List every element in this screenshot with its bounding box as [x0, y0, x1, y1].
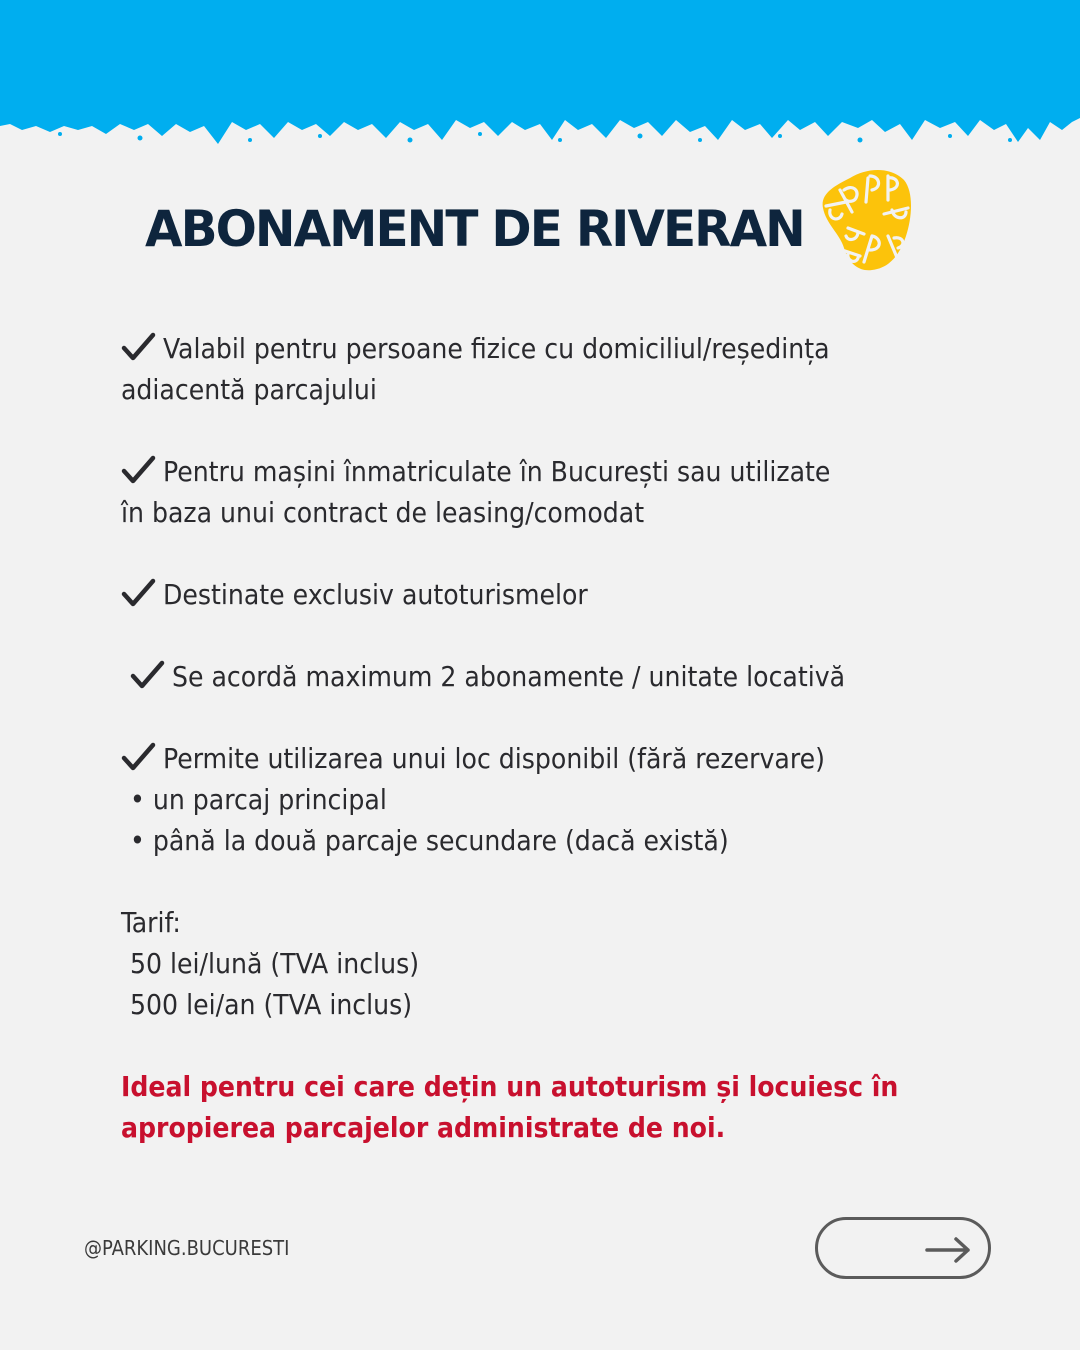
benefit-item [121, 656, 1001, 697]
highlight-message: Ideal pentru cei care dețin un autoturism și locuiesc în apropierea parcajelor administrate de noi. [121, 1070, 899, 1144]
checkmark-icon [121, 332, 157, 362]
arrow-right-icon [924, 1235, 972, 1265]
tarif-label: Tarif: [121, 906, 181, 939]
page-title: ABONAMENT DE RIVERAN [145, 200, 804, 258]
sub-item: • un parcaj principal [130, 783, 387, 816]
checkmark-icon [130, 660, 166, 690]
benefit-text: Destinate exclusiv autoturismelor [163, 578, 588, 611]
benefit-text: Pentru mașini înmatriculate în București sau utilizate [163, 455, 831, 488]
checkmark-icon [121, 455, 157, 485]
benefit-text: Se acordă maximum 2 abonamente / unitate locativă [172, 660, 846, 693]
checkmark-icon [121, 742, 157, 772]
tarif-price-yearly: 500 lei/an (TVA inclus) [130, 988, 413, 1021]
checkmark-icon [121, 578, 157, 608]
benefit-text: adiacentă parcajului [121, 373, 377, 406]
next-slide-button[interactable] [815, 1217, 991, 1279]
benefit-item [121, 451, 1001, 533]
benefit-text: în baza unui contract de leasing/comodat [121, 496, 645, 529]
tarif-price-monthly: 50 lei/lună (TVA inclus) [130, 947, 420, 980]
header-banner [0, 0, 1080, 150]
benefit-text: Permite utilizarea unui loc disponibil (fără rezervare) [163, 742, 825, 775]
benefits-content [121, 328, 1001, 1148]
social-handle: @PARKING.BUCURESTI [84, 1236, 290, 1260]
sub-item: • până la două parcaje secundare (dacă există) [130, 824, 729, 857]
parking-logo-icon [818, 166, 914, 272]
benefit-item [121, 738, 1001, 861]
tarif-block [121, 902, 1001, 1025]
benefit-text: Valabil pentru persoane fizice cu domiciliul/reședința [163, 332, 830, 365]
benefit-item [121, 574, 1001, 615]
benefit-item [121, 328, 1001, 410]
